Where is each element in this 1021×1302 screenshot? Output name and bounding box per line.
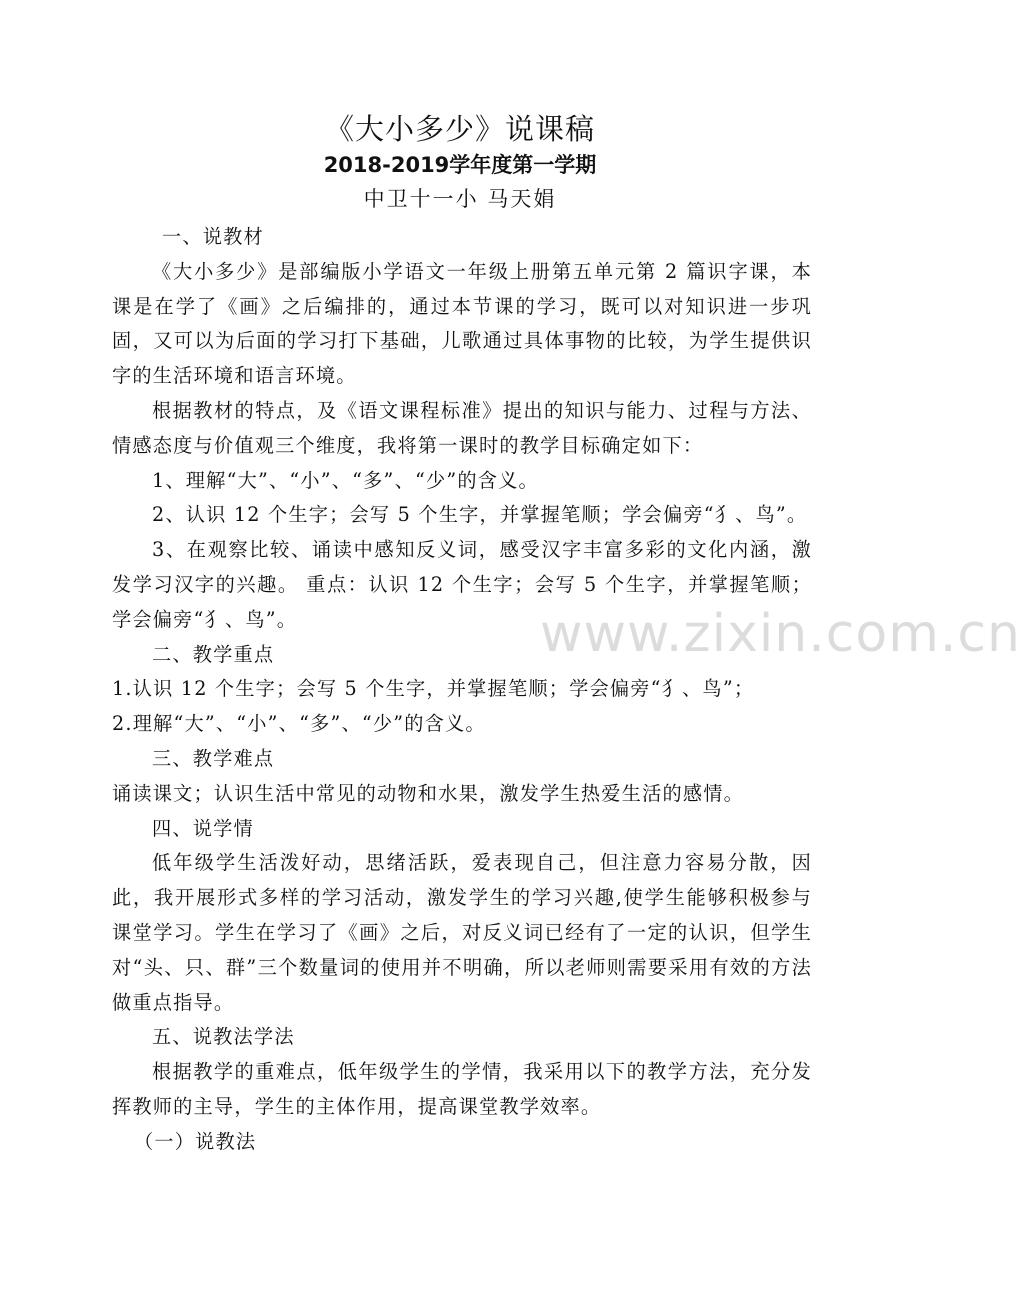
document-subtitle: 2018-2019学年度第一学期 [323,153,597,177]
goal-item-1: 1、理解“大”、“小”、“多”、“少”的含义。 [152,468,539,492]
sub-heading-teaching-method: （一）说教法 [134,1129,257,1153]
section-heading-2: 二、教学重点 [152,642,275,666]
student-analysis-text: 低年级学生活泼好动，思绪活跃，爱表现自己，但注意力容易分散，因此，我开展形式多样的学习活动，激发学生的学习兴趣,使学生能够积极参与课堂学习。学生在学习了《画》之后，对反义词已经有了一定的认识，但学生对“头、只、群”三个数量词的使用并不明确，所以老师则需要采用有效的方法做重点指导。 [112,851,812,1014]
goal-item-2: 2、认识 12 个生字；会写 5 个生字，并掌握笔顺；学会偏旁“犭、鸟”。 [152,503,808,527]
watermark: www.zixin.com.cn [540,604,1021,664]
difficulty-text: 诵读课文；认识生活中常见的动物和水果，激发学生热爱生活的感情。 [112,781,745,805]
document-body [112,220,812,1160]
document-author: 中卫十一小 马天娟 [363,187,557,211]
methods-text: 根据教学的重难点，低年级学生的学情，我采用以下的教学方法，充分发挥教师的主导，学生的主体作用，提高课堂教学效率。 [112,1060,812,1118]
paragraph-textbook-intro: 《大小多少》是部编版小学语文一年级上册第五单元第 2 篇识字课，本课是在学了《画》之后编排的，通过本节课的学习，既可以对知识进一步巩固，又可以为后面的学习打下基础，儿歌通过具体事物的比较，为学生提供识字的生活环境和语言环境。 [112,259,812,388]
section-heading-3: 三、教学难点 [152,746,275,770]
key-point-item-1: 1.认识 12 个生字；会写 5 个生字，并掌握笔顺；学会偏旁“犭、鸟”； [112,677,755,701]
document-title: 《大小多少》说课稿 [324,112,595,146]
paragraph-objectives-intro: 根据教材的特点，及《语文课程标准》提出的知识与能力、过程与方法、情感态度与价值观三个维度，我将第一课时的教学目标确定如下： [112,398,812,457]
section-heading-1: 一、说教材 [162,225,264,248]
section-heading-4: 四、说学情 [152,816,254,840]
section-heading-5: 五、说教法学法 [152,1025,295,1049]
key-point-item-2: 2.理解“大”、“小”、“多”、“少”的含义。 [112,712,486,736]
goal-item-3: 3、在观察比较、诵读中感知反义词，感受汉字丰富多彩的文化内涵，激发学习汉字的兴趣。 重点：认识 12 个生字；会写 5 个生字，并掌握笔顺；学会偏旁“犭、鸟”。 [112,538,812,631]
